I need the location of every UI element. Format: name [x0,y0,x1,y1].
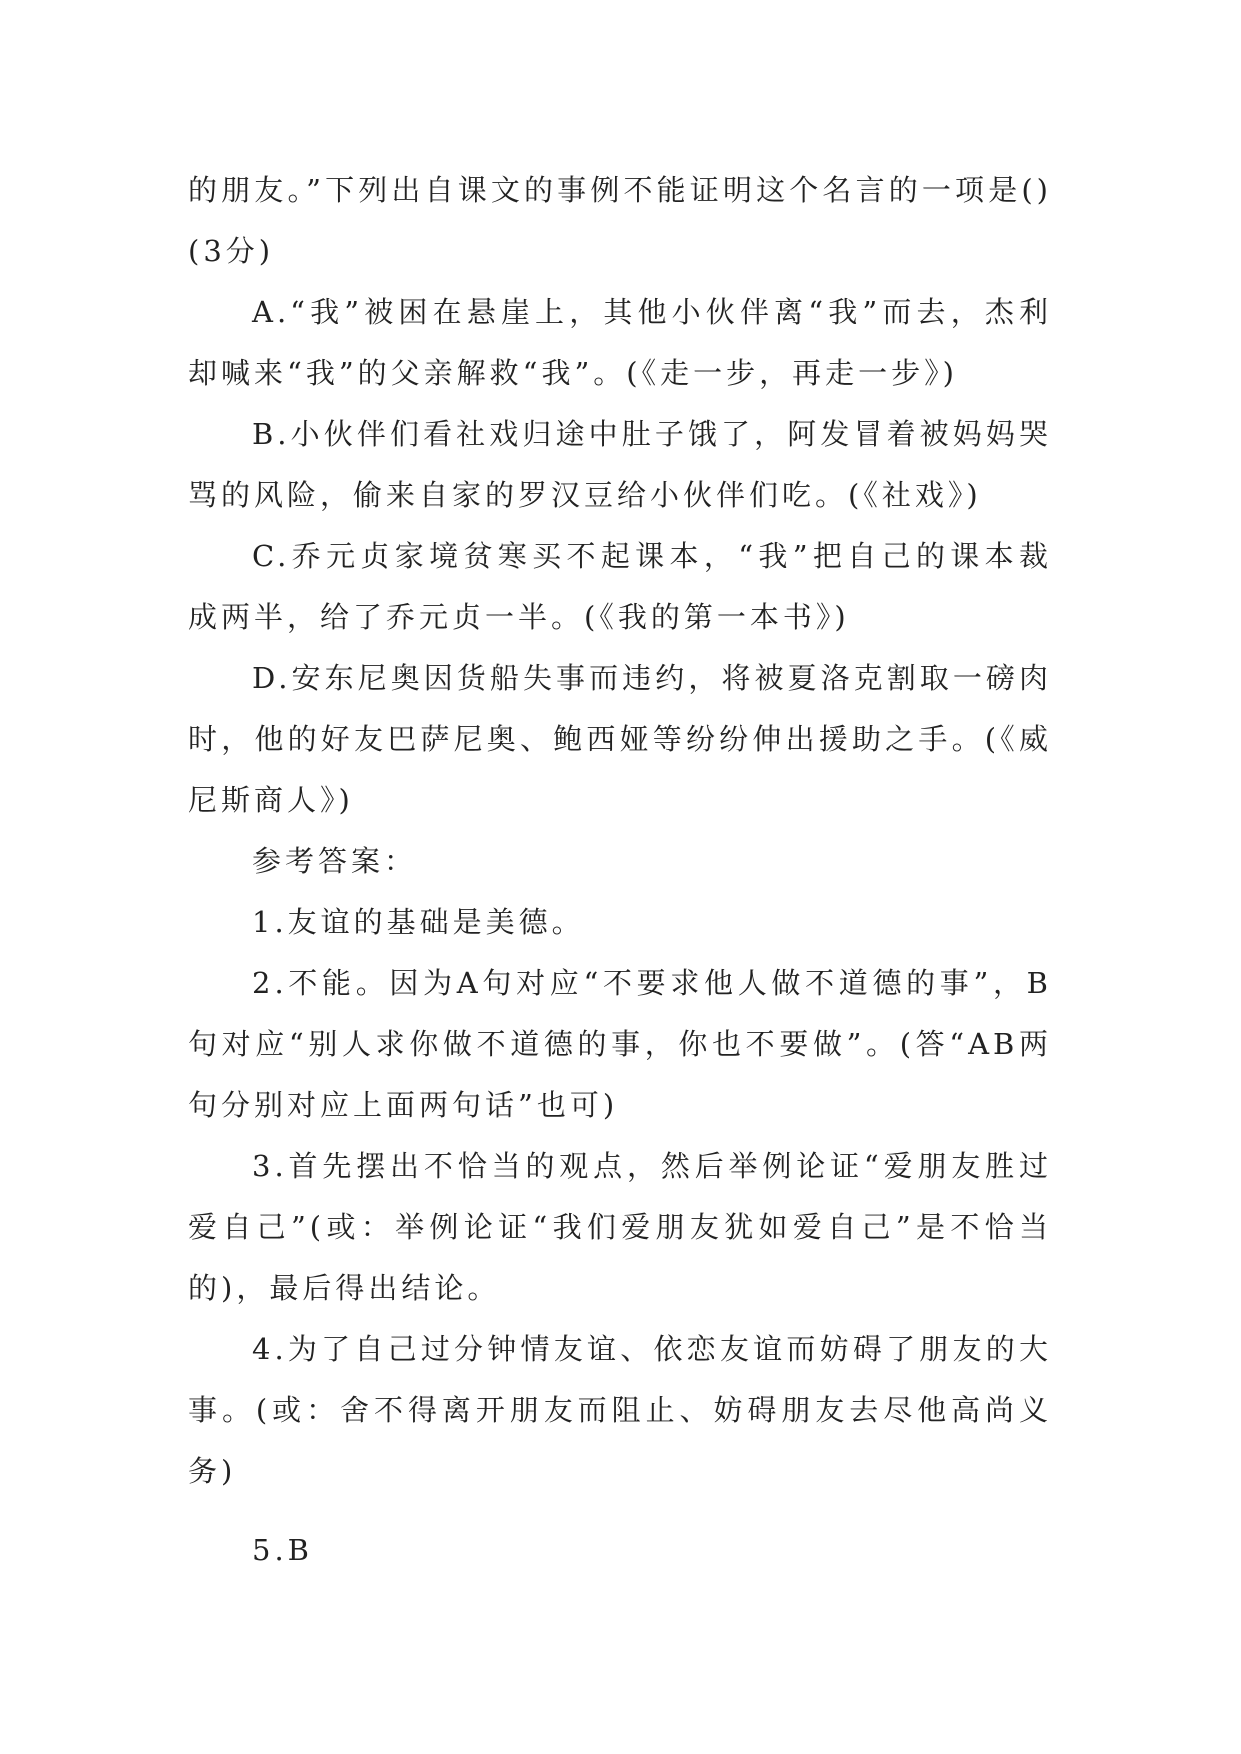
answer-1-text: 1.友谊的基础是美德。 [252,905,585,939]
question-intro-text: 的朋友。”下列出自课文的事例不能证明这个名言的一项是()(3分) [188,173,1052,268]
answer-heading: 参考答案： [252,844,418,878]
option-d-text: D.安东尼奥因货船失事而违约，将被夏洛克割取一磅肉时，他的好友巴萨尼奥、鲍西娅等纷纷伸出援助之手。(《威尼斯商人》) [188,661,1052,817]
answer-2-text: 2.不能。因为A句对应“不要求他人做不道德的事”，B句对应“别人求你做不道德的事，你也不要做”。(答“AB两句分别对应上面两句话”也可) [188,966,1052,1122]
answer-4-text: 4.为了自己过分钟情友谊、依恋友谊而妨碍了朋友的大事。(或：舍不得离开朋友而阻止、妨碍朋友去尽他高尚义务) [188,1332,1052,1488]
answer-3-text: 3.首先摆出不恰当的观点，然后举例论证“爱朋友胜过爱自己”(或：举例论证“我们爱朋友犹如爱自己”是不恰当的)，最后得出结论。 [188,1149,1052,1305]
option-c-text: C.乔元贞家境贫寒买不起课本，“我”把自己的课本裁成两半，给了乔元贞一半。(《我的第一本书》) [188,539,1052,634]
option-b-text: B.小伙伴们看社戏归途中肚子饿了，阿发冒着被妈妈哭骂的风险，偷来自家的罗汉豆给小伙伴们吃。(《社戏》) [188,417,1052,512]
answer-5-text: 5.B [252,1533,313,1567]
document-body [188,160,1052,1581]
option-a-text: A.“我”被困在悬崖上，其他小伙伴离“我”而去，杰利却喊来“我”的父亲解救“我”。(《走一步，再走一步》) [188,295,1052,390]
